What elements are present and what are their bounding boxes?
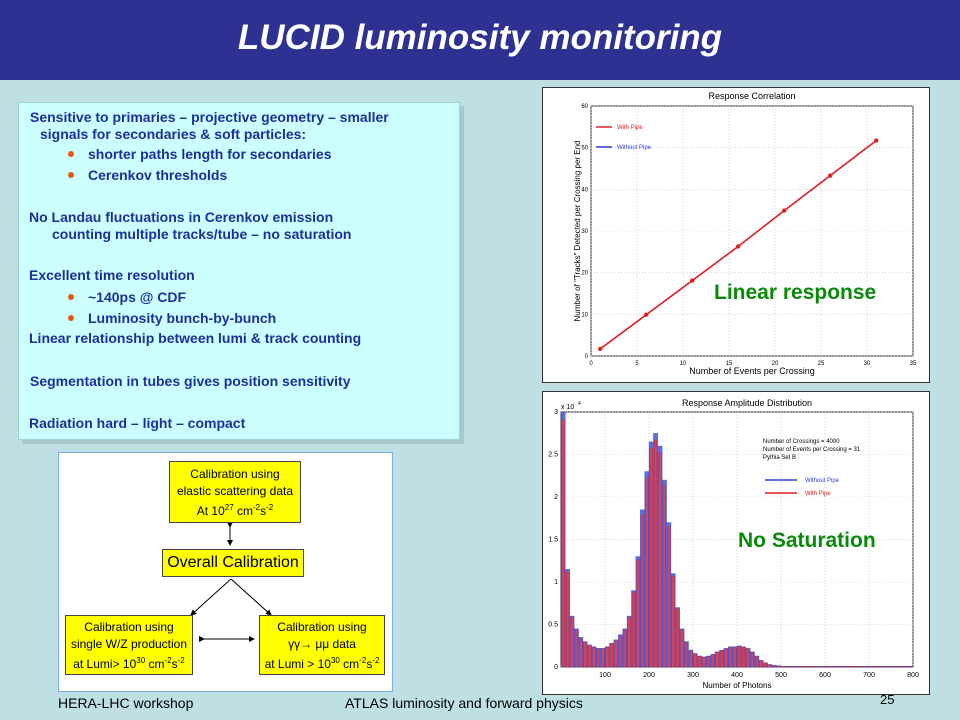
histogram-bar-with-pipe — [562, 420, 565, 667]
text: -2 — [164, 656, 172, 665]
histogram-bar-with-pipe — [830, 666, 833, 667]
legend-label: Without Pipe — [617, 145, 652, 151]
x-tick-label: 20 — [771, 361, 779, 367]
histogram-bar-with-pipe — [716, 652, 719, 667]
text: -2 — [177, 656, 185, 665]
histogram-bar-with-pipe — [905, 666, 908, 667]
histogram-bar-with-pipe — [843, 666, 846, 667]
histogram-bar-with-pipe — [751, 652, 754, 667]
histogram-bar-with-pipe — [804, 666, 807, 667]
y-tick-label: 2.5 — [548, 451, 558, 459]
histogram-bar-with-pipe — [707, 656, 710, 667]
histogram-bar-with-pipe — [689, 651, 692, 667]
histogram-bar-with-pipe — [901, 666, 904, 667]
box-line: Calibration using — [277, 620, 367, 634]
text: 30 — [136, 656, 146, 665]
bullet-2-cont: counting multiple tracks/tube – no saturation — [52, 226, 352, 242]
histogram-bar-with-pipe — [654, 440, 657, 667]
histogram-bar-with-pipe — [879, 666, 882, 667]
x-axis-label: Number of Events per Crossing — [689, 366, 815, 376]
arrow-left — [191, 579, 231, 615]
histogram-bar-with-pipe — [659, 453, 662, 667]
x-tick-label: 300 — [687, 672, 699, 679]
histogram-bar-with-pipe — [755, 656, 758, 667]
text: cm — [145, 657, 165, 671]
y-tick-label: 0 — [584, 354, 588, 360]
histogram-bar-with-pipe — [857, 666, 860, 667]
histogram-bar-with-pipe — [571, 618, 574, 667]
histogram-bar-with-pipe — [606, 647, 609, 667]
bullet-5: Segmentation in tubes gives position sensitivity — [30, 373, 351, 389]
x-tick-label: 100 — [599, 672, 611, 679]
bullet-dot-icon — [68, 172, 74, 178]
histogram-bar-with-pipe — [874, 666, 877, 667]
histogram-bar-with-pipe — [738, 646, 741, 667]
info-line: Pythia Set B — [763, 455, 797, 461]
histogram-bar-with-pipe — [733, 647, 736, 667]
histogram-bar-with-pipe — [588, 646, 591, 667]
text: cm — [339, 657, 360, 671]
histogram-bar-with-pipe — [795, 666, 798, 667]
histogram-bar-with-pipe — [672, 576, 675, 667]
text: s — [366, 657, 373, 671]
histogram-bar-with-pipe — [742, 647, 745, 667]
histogram-bar-with-pipe — [813, 666, 816, 667]
histogram-bar-with-pipe — [698, 656, 701, 667]
histogram-bar-with-pipe — [870, 666, 873, 667]
histogram-bar-with-pipe — [909, 666, 912, 667]
box-line: Calibration using — [84, 620, 174, 634]
legend-label: Without Pipe — [805, 478, 840, 484]
text: s — [171, 657, 178, 671]
histogram-bar-with-pipe — [619, 636, 622, 667]
text: -2 — [359, 656, 367, 665]
histogram-bar-with-pipe — [760, 660, 763, 667]
data-point — [828, 173, 832, 177]
text: at Lumi> 10 — [73, 657, 137, 671]
histogram-bar-with-pipe — [584, 642, 587, 667]
x-tick-label: 0 — [589, 361, 593, 367]
x-axis-label: Number of Photons — [702, 681, 772, 690]
footer-center: ATLAS luminosity and forward physics — [345, 695, 583, 711]
box-line — [260, 654, 384, 671]
box-line: single W/Z production — [70, 637, 188, 651]
text: At 10 — [196, 504, 225, 518]
histogram-bar-with-pipe — [597, 649, 600, 667]
histogram-bar-with-pipe — [663, 486, 666, 667]
y-tick-label: 50 — [581, 145, 588, 152]
histogram-bar-with-pipe — [747, 649, 750, 667]
box-line: elastic scattering data — [176, 484, 294, 498]
histogram-bar-with-pipe — [887, 666, 890, 667]
no-saturation-label: No Saturation — [738, 529, 876, 552]
data-point — [782, 208, 786, 212]
histogram-bar-with-pipe — [786, 666, 789, 667]
bullet-1-sub-1: shorter paths length for secondaries — [88, 146, 332, 162]
x-tick-label: 15 — [725, 361, 733, 367]
data-point — [598, 347, 602, 351]
histogram-bar-with-pipe — [896, 666, 899, 667]
histogram-bar-with-pipe — [681, 630, 684, 667]
data-point — [644, 313, 648, 317]
dimuon-box — [259, 615, 385, 675]
x-tick-label: 200 — [643, 672, 655, 679]
bullet-6: Radiation hard – light – compact — [29, 415, 246, 431]
histogram-bar-with-pipe — [601, 649, 604, 667]
y-tick-label: 30 — [581, 229, 588, 235]
bullet-1: Sensitive to primaries – projective geometry – smaller — [30, 109, 389, 125]
histogram-bar-with-pipe — [883, 666, 886, 667]
histogram-bar-with-pipe — [641, 514, 644, 667]
bullet-4: Linear relationship between lumi & track counting — [29, 330, 362, 346]
chart-title: Response Amplitude Distribution — [681, 398, 813, 408]
wz-production-box — [65, 615, 193, 675]
histogram-bar-with-pipe — [667, 527, 670, 667]
y-tick-label: 10 — [581, 312, 588, 319]
histogram-bar-with-pipe — [694, 654, 697, 667]
histogram-bar-with-pipe — [566, 572, 569, 667]
histogram-bar-with-pipe — [791, 666, 794, 667]
info-line: Number of Crossings = 4000 — [763, 439, 840, 445]
y-tick-label: 60 — [581, 104, 588, 110]
histogram-bar-with-pipe — [615, 641, 618, 667]
y-tick-label: 20 — [581, 270, 588, 277]
bullet-2: No Landau fluctuations in Cerenkov emission — [29, 209, 334, 225]
histogram-bar-with-pipe — [676, 609, 679, 667]
histogram-bar-with-pipe — [892, 666, 895, 667]
footer-left: HERA-LHC workshop — [58, 695, 194, 711]
page-number: 25 — [880, 692, 895, 707]
text: at Lumi > 10 — [264, 657, 331, 671]
x-tick-label: 700 — [863, 672, 875, 679]
histogram-bar-with-pipe — [579, 638, 582, 667]
response-correlation-panel — [542, 87, 930, 383]
box-line: Calibration using — [190, 467, 280, 481]
histogram-bar-with-pipe — [769, 665, 772, 667]
histogram-bar-with-pipe — [703, 657, 706, 667]
y-tick-label: 2 — [554, 494, 558, 501]
bullet-1-cont: signals for secondaries & soft particles: — [40, 126, 307, 142]
histogram-bar-with-pipe — [628, 618, 631, 667]
histogram-bar-with-pipe — [711, 655, 714, 667]
y-multiplier-exponent: 4 — [578, 401, 581, 407]
histogram-bar-with-pipe — [610, 644, 613, 667]
histogram-bar-with-pipe — [782, 666, 785, 667]
histogram-bar-with-pipe — [821, 666, 824, 667]
histogram-bar-with-pipe — [645, 477, 648, 667]
x-tick-label: 800 — [907, 672, 919, 679]
histogram-bar-with-pipe — [593, 647, 596, 667]
histogram-bar-with-pipe — [632, 593, 635, 667]
response-correlation-chart — [543, 88, 929, 382]
text: -2 — [266, 503, 274, 512]
chart-title: Response Correlation — [708, 91, 796, 101]
histogram-bar-with-pipe — [575, 630, 578, 667]
histogram-bar-with-pipe — [848, 666, 851, 667]
text: -2 — [372, 656, 380, 665]
text: 30 — [330, 656, 340, 665]
text: 27 — [224, 503, 234, 512]
histogram-bar-with-pipe — [685, 642, 688, 667]
x-tick-label: 600 — [819, 672, 831, 679]
calibration-diagram — [58, 452, 393, 692]
bullet-box — [18, 102, 460, 440]
histogram-bar-with-pipe — [637, 560, 640, 667]
bullet-1-sub-2: Cerenkov thresholds — [88, 167, 228, 183]
bullet-dot-icon — [68, 151, 74, 157]
bullet-3: Excellent time resolution — [29, 267, 195, 283]
histogram-bar-with-pipe — [777, 666, 780, 667]
x-tick-label: 400 — [731, 672, 743, 679]
text: -2 — [253, 503, 261, 512]
data-point — [736, 244, 740, 248]
x-tick-label: 25 — [817, 361, 825, 367]
histogram-bar-with-pipe — [839, 666, 842, 667]
histogram-bar-with-pipe — [826, 666, 829, 667]
info-line: Number of Events per Crossing = 31 — [763, 447, 861, 453]
histogram-bar-with-pipe — [799, 666, 802, 667]
x-tick-label: 30 — [863, 361, 871, 367]
bullet-dot-icon — [68, 315, 74, 321]
box-line — [170, 501, 300, 518]
y-axis-label: Number of "Tracks" Detected per Crossing per End — [573, 140, 582, 322]
text: s — [260, 504, 267, 518]
y-tick-label: 3 — [554, 409, 558, 416]
histogram-bar-with-pipe — [623, 630, 626, 667]
histogram-bar-with-pipe — [865, 666, 868, 667]
box-line: γγ→ μμ data — [288, 637, 356, 651]
legend-label: With Pipe — [805, 491, 831, 497]
histogram-bar-with-pipe — [817, 666, 820, 667]
data-point — [690, 278, 694, 282]
bullet-3-sub-2: Luminosity bunch-by-bunch — [88, 310, 277, 326]
histogram-bar-with-pipe — [650, 449, 653, 667]
histogram-bar-with-pipe — [720, 651, 723, 667]
y-tick-label: 1.5 — [548, 536, 558, 544]
y-tick-label: 0 — [554, 664, 558, 671]
y-tick-label: 0.5 — [548, 621, 558, 629]
y-tick-label: 1 — [554, 579, 558, 586]
y-multiplier: x 10 — [561, 404, 575, 411]
histogram-bar-with-pipe — [861, 666, 864, 667]
elastic-scattering-box — [169, 461, 301, 523]
y-tick-label: 40 — [581, 187, 588, 194]
x-tick-label: 500 — [775, 672, 787, 679]
arrow-right — [231, 579, 271, 615]
histogram-bar-with-pipe — [729, 647, 732, 667]
linear-response-label: Linear response — [714, 281, 877, 304]
bullet-3-sub-1: ~140ps @ CDF — [88, 289, 187, 305]
histogram-bar-with-pipe — [808, 666, 811, 667]
text: cm — [233, 504, 254, 518]
overall-calibration-box: Overall Calibration — [162, 549, 304, 577]
histogram-bar-with-pipe — [764, 663, 767, 667]
box-line — [66, 654, 192, 671]
bullet-dot-icon — [68, 294, 74, 300]
histogram-bar-with-pipe — [725, 649, 728, 667]
data-point — [874, 138, 878, 142]
histogram-bar-with-pipe — [835, 666, 838, 667]
x-tick-label: 10 — [679, 361, 687, 367]
x-tick-label: 5 — [635, 361, 639, 367]
histogram-bar-with-pipe — [773, 665, 776, 667]
histogram-bar-with-pipe — [852, 666, 855, 667]
x-tick-label: 35 — [909, 361, 917, 367]
legend-label: With Pipe — [617, 125, 643, 131]
slide-title: LUCID luminosity monitoring — [237, 18, 723, 57]
